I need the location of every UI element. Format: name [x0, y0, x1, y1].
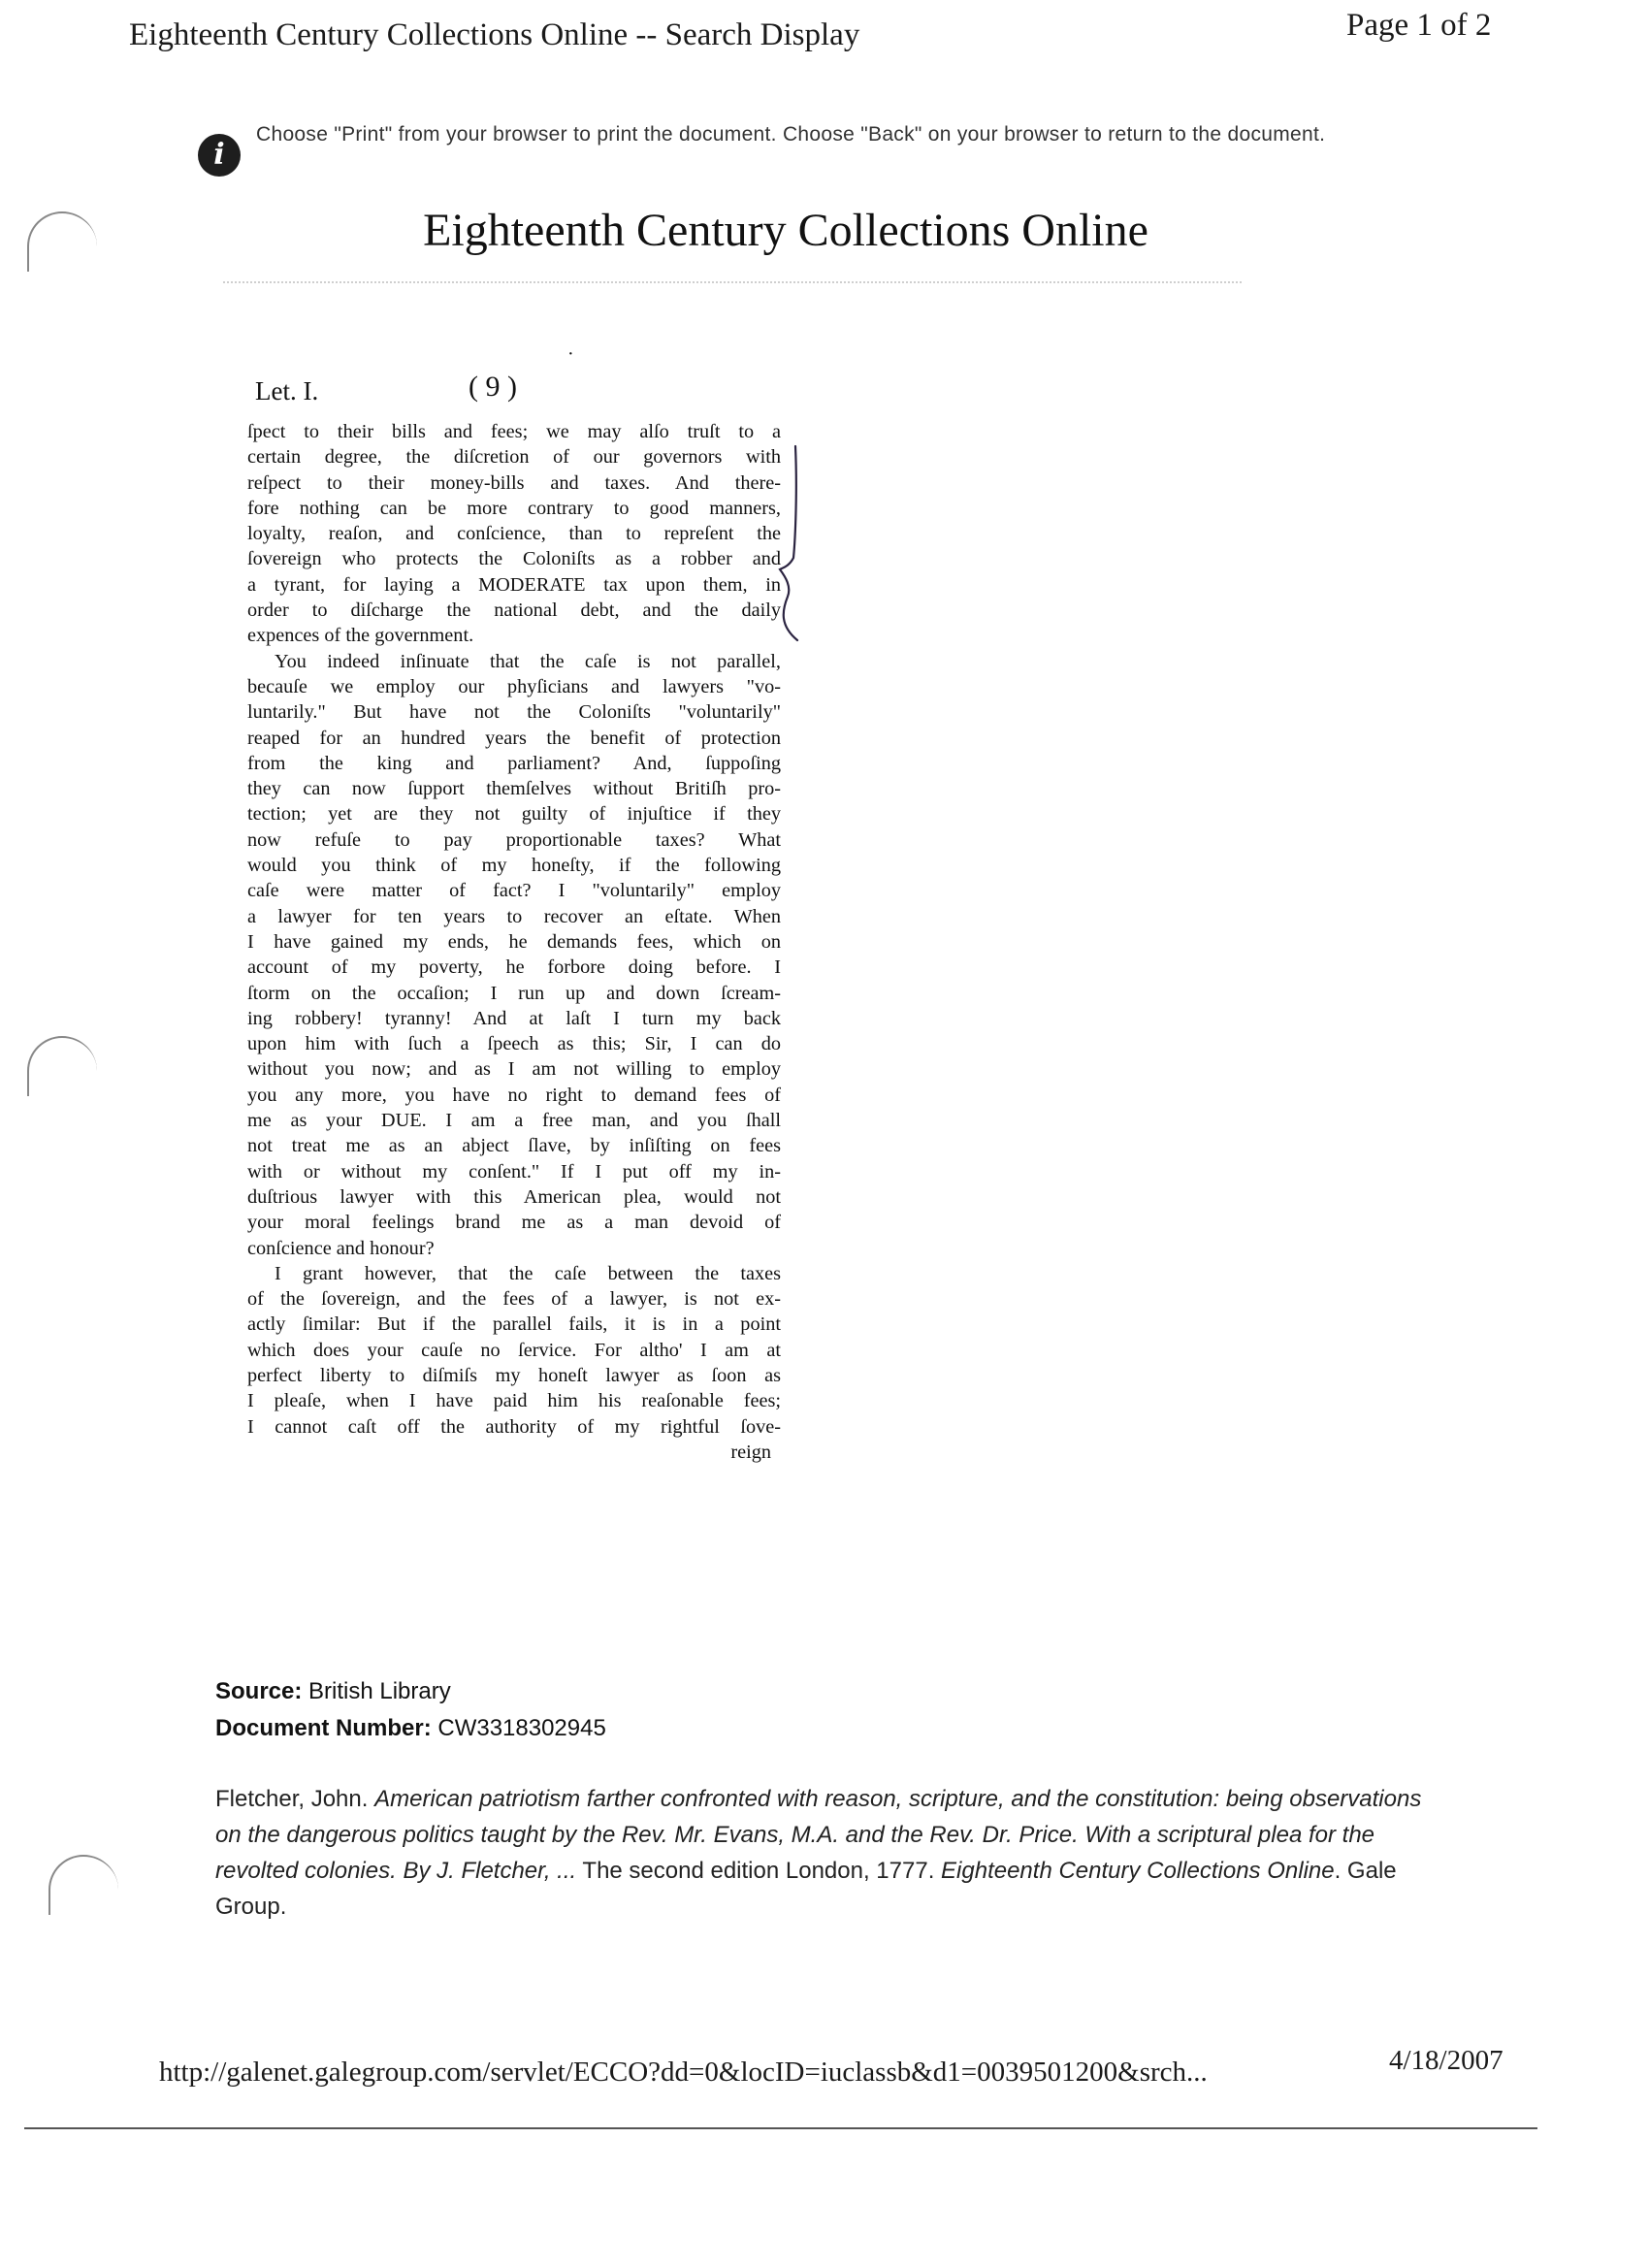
citation-author: Fletcher, John.	[215, 1786, 369, 1812]
scan-text-line: from the king and parliament? And, ſuppoſing	[247, 752, 781, 774]
scan-text-line: ſpect to their bills and fees; we may alſo truſt to a	[247, 421, 781, 442]
scanned-page	[247, 343, 781, 1513]
citation	[215, 1781, 1428, 1925]
scan-text-line: you any more, you have no right to demand fees of	[247, 1084, 781, 1106]
notice-text: Choose "Print" from your browser to print the document. Choose "Back" on your browser to return to the document.	[256, 123, 1326, 146]
scan-text-line: ing robbery! tyranny! And at laſt I turn my back	[247, 1007, 781, 1029]
scan-text-line: I have gained my ends, he demands fees, which on	[247, 930, 781, 953]
source-value: British Library	[308, 1678, 451, 1704]
scan-text-line: tection; yet are they not guilty of injuſtice if they	[247, 803, 781, 826]
title-divider	[223, 281, 1242, 283]
scan-text-line: luntarily." But have not the Coloniſts "voluntarily"	[247, 701, 781, 724]
scan-text-line: of the ſovereign, and the fees of a lawyer, is not ex-	[247, 1288, 781, 1311]
scan-text-line: now refuſe to pay proportionable taxes? What	[247, 828, 781, 851]
punch-hole	[48, 1855, 118, 1915]
header-title: Eighteenth Century Collections Online -- Search Display	[129, 17, 860, 52]
scan-text-line: You indeed inſinuate that the caſe is not parallel,	[275, 650, 781, 672]
print-notice	[204, 122, 1397, 172]
scan-text-line: duſtrious lawyer with this American plea, would not	[247, 1185, 781, 1208]
scan-text-line: a tyrant, for laying a MODERATE tax upon them, in	[247, 573, 781, 596]
scan-header	[247, 343, 781, 419]
citation-collection: Eighteenth Century Collections Online	[941, 1858, 1335, 1884]
footer-url: http://galenet.galegroup.com/servlet/ECCO?dd=0&locID=iuclassb&d1=0039501200&srch...	[159, 2057, 1208, 2088]
scan-text-line: your moral feelings brand me as a man devoid of	[247, 1212, 781, 1234]
scan-text-line: without you now; and as I am not willing to employ	[247, 1058, 781, 1081]
citation-edition: The second edition London, 1777.	[582, 1858, 935, 1884]
scan-text-line: actly ſimilar: But if the parallel fails, it is in a point	[247, 1313, 781, 1336]
scan-text-line: me as your DUE. I am a free man, and you ſhall	[247, 1110, 781, 1132]
scan-text-line: ſovereign who protects the Coloniſts as a robber and	[247, 548, 781, 570]
scan-text-line: fore nothing can be more contrary to good manners,	[247, 497, 781, 519]
citation-publisher: . Gale Group.	[215, 1858, 1397, 1920]
scan-text-line: I grant however, that the caſe between the taxes	[275, 1262, 781, 1284]
handwritten-bracket	[776, 441, 834, 655]
site-title: Eighteenth Century Collections Online	[423, 205, 1148, 256]
letter-number: Let. I.	[255, 376, 319, 405]
scan-text-line: ſtorm on the occaſion; I run up and down ſcream-	[247, 982, 781, 1004]
scan-text-line: conſcience and honour?	[247, 1237, 435, 1259]
scan-text-line: they can now ſupport themſelves without Britiſh pro-	[247, 778, 781, 800]
scan-page-number: ( 9 )	[469, 371, 517, 403]
scan-text-line: becauſe we employ our phyſicians and lawyers "vo-	[247, 675, 781, 697]
scan-text-line: caſe were matter of fact? I "voluntarily" employ	[247, 880, 781, 902]
scan-text-line: not treat me as an abject ſlave, by inſiſting on fees	[247, 1135, 781, 1157]
scan-text-line: reſpect to their money-bills and taxes. And there-	[247, 471, 781, 494]
scan-text-line: order to diſcharge the national debt, and the daily	[247, 599, 781, 622]
scan-text-line: I pleaſe, when I have paid him his reaſonable fees;	[247, 1390, 781, 1412]
scan-text-line: reaped for an hundred years the benefit of protection	[247, 727, 781, 749]
document-number-label: Document Number:	[215, 1715, 432, 1741]
scan-text-line: upon him with ſuch a ſpeech as this; Sir, I can do	[247, 1033, 781, 1055]
scan-text-line: would you think of my honeſty, if the following	[247, 855, 781, 877]
punch-hole	[27, 211, 97, 272]
scan-dot: ·	[567, 343, 574, 365]
source-row	[215, 1678, 451, 1705]
document-number-row	[215, 1715, 606, 1742]
scan-text-line: perfect liberty to diſmiſs my honeſt lawyer as ſoon as	[247, 1364, 781, 1386]
scan-text-line: a lawyer for ten years to recover an eſtate. When	[247, 905, 781, 927]
scan-text-line: reign	[730, 1441, 771, 1463]
scan-text-line: I cannot caſt off the authority of my rightful ſove-	[247, 1415, 781, 1438]
scan-text-line: certain degree, the diſcretion of our governors with	[247, 446, 781, 469]
page-indicator: Page 1 of 2	[1346, 8, 1492, 43]
scan-text-line: expences of the government.	[247, 625, 474, 647]
scan-text-line: with or without my conſent." If I put off my in-	[247, 1160, 781, 1183]
scan-text-line: which does your cauſe no ſervice. For altho' I am at	[247, 1339, 781, 1361]
punch-hole	[27, 1036, 97, 1096]
scan-body	[247, 419, 781, 1465]
info-icon: i	[198, 134, 241, 177]
document-number-value: CW3318302945	[437, 1715, 606, 1741]
scan-text-line: loyalty, reaſon, and conſcience, than to repreſent the	[247, 523, 781, 545]
scan-text-line: account of my poverty, he forbore doing before. I	[247, 956, 781, 979]
source-label: Source:	[215, 1678, 303, 1704]
citation-title: American patriotism farther confronted with reason, scripture, and the constitution: being observations on the dangerous politics taught by the Rev. Mr. Evans, M.A. and the Rev. Dr. Price. With a scriptural plea for the revolted colonies. By J. Fletcher, ...	[215, 1786, 1422, 1884]
footer-date: 4/18/2007	[1389, 2045, 1504, 2076]
footer-divider	[24, 2127, 1537, 2129]
